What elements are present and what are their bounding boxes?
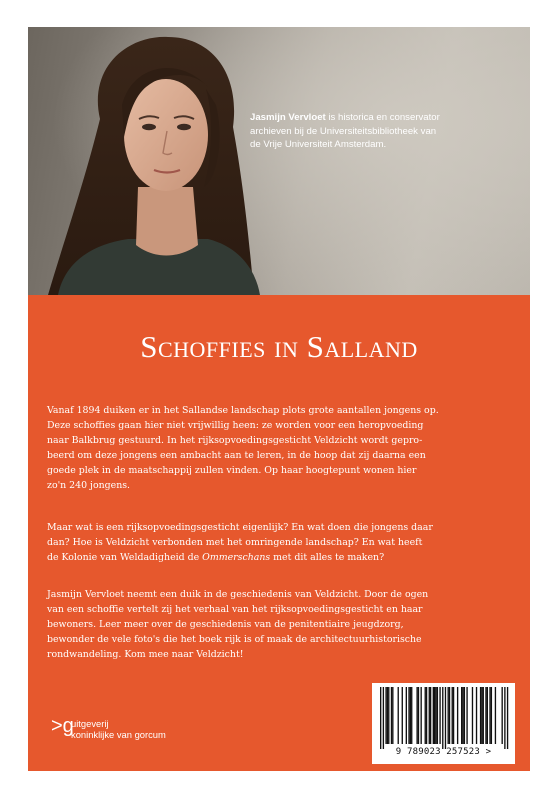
barcode-bar [421, 687, 422, 744]
barcode-bar [392, 687, 393, 744]
blurb-paragraph-2 [47, 520, 513, 565]
barcode-bar [402, 687, 403, 744]
barcode-bar [430, 687, 431, 744]
barcode-bar [408, 687, 409, 744]
barcode-bar [406, 687, 407, 744]
barcode-bar [489, 687, 490, 744]
book-back-cover [28, 27, 530, 771]
barcode-bar [435, 687, 436, 744]
blurb-line: Jasmijn Vervloet neemt een duik in de geschiedenis van Veldzicht. Door de ogen [47, 589, 429, 600]
barcode-bar [398, 687, 399, 744]
quiet-zone-marker: > [485, 747, 492, 757]
publisher-mark-icon: >g [51, 715, 74, 737]
blurb-text: de Kolonie van Weldadigheid de [47, 552, 203, 564]
barcode-bar [464, 687, 465, 744]
blurb-line: van een schoffie vertelt zij het verhaal van het rijksopvoedingsgesticht en haar [47, 604, 423, 616]
blurb-line: dan? Hoe is Veldzicht verbonden met het omringende landschap? En wat heeft [47, 537, 423, 549]
barcode-bar [449, 687, 450, 744]
blurb-line: goede plek in de maatschappij zullen vinden. Op haar hoogtepunt wonen hier [47, 465, 417, 477]
italic-place-name: Ommerschans [202, 552, 271, 564]
blurb-line: naar Balkbrug gestuurd. In het rijksopvoedingsgesticht Veldzicht wordt gepro- [47, 435, 423, 447]
barcode-bar [452, 687, 453, 744]
barcode-bar [472, 687, 473, 744]
portrait-illustration [28, 27, 530, 295]
blurb-paragraph-1 [47, 403, 513, 494]
blurb-line: beerd om deze jongens een ambacht aan te leren, in de hoop dat zij daarna een [47, 450, 426, 462]
publisher-logo [51, 714, 166, 746]
barcode-bar [418, 687, 419, 744]
barcode-bar [387, 687, 388, 744]
blurb-line: Vanaf 1894 duiken er in het Sallandse landschap plots grote aantallen jongens op. [47, 405, 439, 416]
barcode-bar [507, 687, 508, 749]
barcode-bar [429, 687, 430, 744]
barcode-bar [502, 687, 503, 744]
blurb-line: bewonder de vele foto's die het boek rijk is of maak de architectuurhistorische [47, 634, 422, 646]
barcode-bar [453, 687, 454, 744]
publisher-name: koninklijke van gorcum [71, 729, 166, 740]
barcode-bar [437, 687, 438, 744]
barcode-bar [466, 687, 467, 744]
barcode-bar [462, 687, 463, 744]
barcode-bar [383, 687, 384, 749]
isbn-barcode [372, 683, 515, 764]
isbn-number: 9 789023 257523 [395, 747, 481, 757]
barcode-bar [425, 687, 426, 744]
barcode-bar [485, 687, 486, 744]
barcode-bar [385, 687, 386, 744]
barcode-bar [445, 687, 446, 749]
barcode-bar [410, 687, 411, 744]
barcode-bar [461, 687, 462, 744]
barcode-bar [416, 687, 417, 744]
author-bio-line: is historica en conservator [325, 112, 440, 123]
author-name: Jasmijn Vervloet [250, 112, 326, 123]
author-bio [250, 111, 520, 152]
book-title: Schoffies in Salland [140, 329, 418, 364]
author-bio-line: archieven bij de Universiteitsbibliotheek van [250, 125, 437, 137]
barcode-bar [476, 687, 477, 744]
barcode-bar [411, 687, 412, 744]
publisher-line-1: uitgeverij [71, 718, 109, 729]
barcode-bar [388, 687, 389, 744]
barcode-bar [483, 687, 484, 744]
barcode-bar [457, 687, 458, 744]
blurb-line: Maar wat is een rijksopvoedingsgesticht eigenlijk? En wat doen die jongens daar [47, 522, 433, 533]
blurb-panel [28, 295, 530, 771]
blurb-line: rondwandeling. Kom mee naar Veldzicht! [47, 649, 244, 661]
blurb-line: bewoners. Leer meer over de geschiedenis van de penitentiaire jeugdzorg, [47, 619, 404, 631]
barcode-bar [380, 687, 381, 749]
barcode-bar [481, 687, 482, 744]
barcode-bar [442, 687, 443, 749]
blurb-text: met dit alles te maken? [270, 552, 385, 564]
barcode-bar [504, 687, 505, 749]
blurb-paragraph-3 [47, 587, 513, 662]
barcode-bar [480, 687, 481, 744]
barcode-bar [433, 687, 434, 744]
blurb-line [47, 550, 513, 565]
barcode-bar [391, 687, 392, 744]
barcode-bar [495, 687, 496, 744]
barcode-bar [491, 687, 492, 744]
blurb-line: Deze schoffies gaan hier niet vrijwillig heen: ze worden voor een heropvoeding [47, 420, 424, 432]
barcode-bar [487, 687, 488, 744]
author-bio-line: de Vrije Universiteit Amsterdam. [250, 139, 387, 151]
barcode-bar [448, 687, 449, 744]
barcode-bar [439, 687, 440, 744]
blurb-line: zo'n 240 jongens. [47, 480, 131, 492]
author-photo [28, 27, 530, 295]
isbn-digits [372, 747, 515, 757]
barcode-bar [426, 687, 427, 744]
barcode-bar [434, 687, 435, 744]
